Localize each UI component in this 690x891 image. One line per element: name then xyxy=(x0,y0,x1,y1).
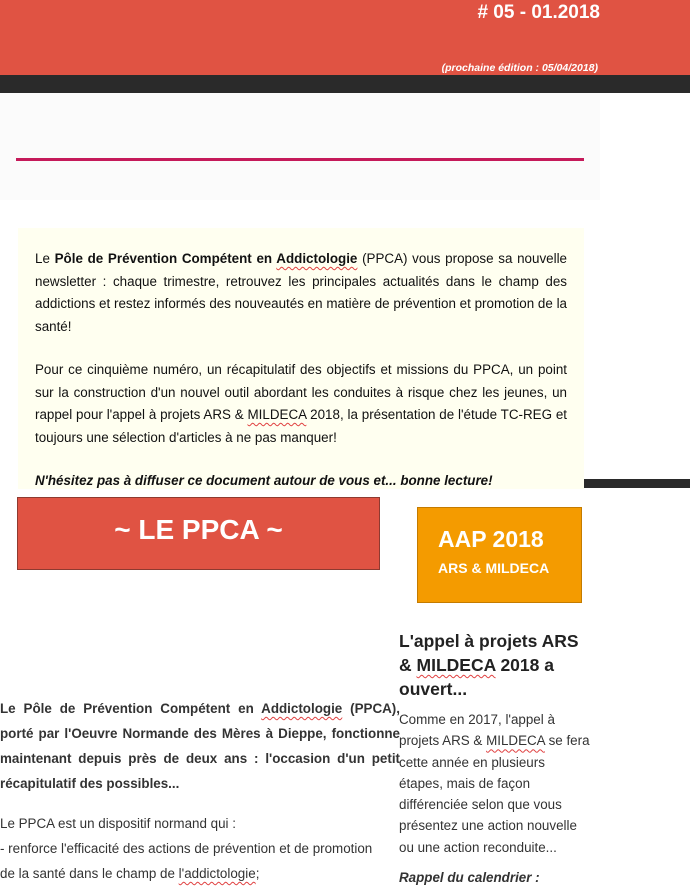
side-text: Comme en 2017, l'appel à projets ARS & xyxy=(399,712,555,749)
main-line-2: - renforce l'efficacité des actions de prévention et de promotion xyxy=(0,841,373,856)
side-article-text xyxy=(399,709,591,858)
intro-text: Pour ce cinquième numéro, un récapitulatif des objectifs et missions du PPCA, un point sur la construction d'un nouvel outil abordant les conduites à risque chez les jeunes, un rappel pour l'appel à projets ARS & xyxy=(35,362,567,422)
header-spacer-panel xyxy=(0,93,600,200)
side-calendar-heading: Rappel du calendrier : xyxy=(399,870,540,886)
main-line-1: Le PPCA est un dispositif normand qui : xyxy=(0,816,236,831)
side-title-text: L'appel à projets ARS & xyxy=(399,631,579,675)
side-article xyxy=(399,629,591,885)
intro-text: Le xyxy=(35,251,55,266)
intro-closing: N'hésitez pas à diffuser ce document autour de vous et... bonne lecture! xyxy=(35,473,493,488)
section-rule xyxy=(16,158,584,161)
main-line-3 xyxy=(0,861,400,886)
lead-text: Le Pôle de Prévention Compétent en xyxy=(0,701,262,716)
intro-text: 2018, la présentation de l'étude TC-REG et toujours une sélection d'articles à ne pas manquer! xyxy=(35,407,567,445)
main-term: l'addictologie xyxy=(178,866,256,881)
header-divider-band xyxy=(0,75,690,93)
side-term: MILDECA xyxy=(486,733,545,749)
main-article xyxy=(0,696,400,886)
aap-title: AAP 2018 xyxy=(438,526,544,552)
lead-text: (PPCA), porté par l'Oeuvre Normande des Mères à Dieppe, fonctionne maintenant depuis près de deux ans : l'occasion d'un petit récapitulatif des possibles... xyxy=(0,701,400,791)
header-banner xyxy=(0,0,690,75)
intro-bold-name: Pôle de Prévention Compétent en xyxy=(54,251,277,266)
intro-text: (PPCA) vous propose sa nouvelle newsletter : chaque trimestre, retrouvez les principales actualités dans le champ des addictions et restez informés des nouveautés en matière de prévention et promotion de la santé! xyxy=(35,251,567,334)
side-text: se fera cette année en plusieurs étapes, mais de façon différenciée selon que vous présentez une action nouvelle ou une action reconduite... xyxy=(399,733,590,855)
main-text: ; xyxy=(255,866,260,881)
side-title-term: MILDECA xyxy=(416,655,496,675)
intro-paragraph-2 xyxy=(35,359,567,449)
side-article-title[interactable] xyxy=(399,629,591,701)
main-text: de la santé dans le champ de xyxy=(0,866,179,881)
lead-term: Addictologie xyxy=(261,701,343,716)
issue-number: # 05 - 01.2018 xyxy=(477,2,600,23)
side-divider-strip xyxy=(583,479,690,488)
ppca-section-banner: ~ LE PPCA ~ xyxy=(17,497,380,570)
next-edition-note: (prochaine édition : 05/04/2018) xyxy=(441,62,598,74)
aap-subtitle: ARS & MILDECA xyxy=(438,560,550,576)
side-title-text: 2018 a ouvert... xyxy=(399,655,554,699)
aap-highlight-box[interactable] xyxy=(417,507,582,603)
main-lead-paragraph xyxy=(0,696,400,796)
intro-bold-term: Addictologie xyxy=(276,251,358,266)
intro-paragraph-1 xyxy=(35,248,567,338)
intro-box xyxy=(18,228,584,489)
intro-term: MILDECA xyxy=(247,407,307,422)
